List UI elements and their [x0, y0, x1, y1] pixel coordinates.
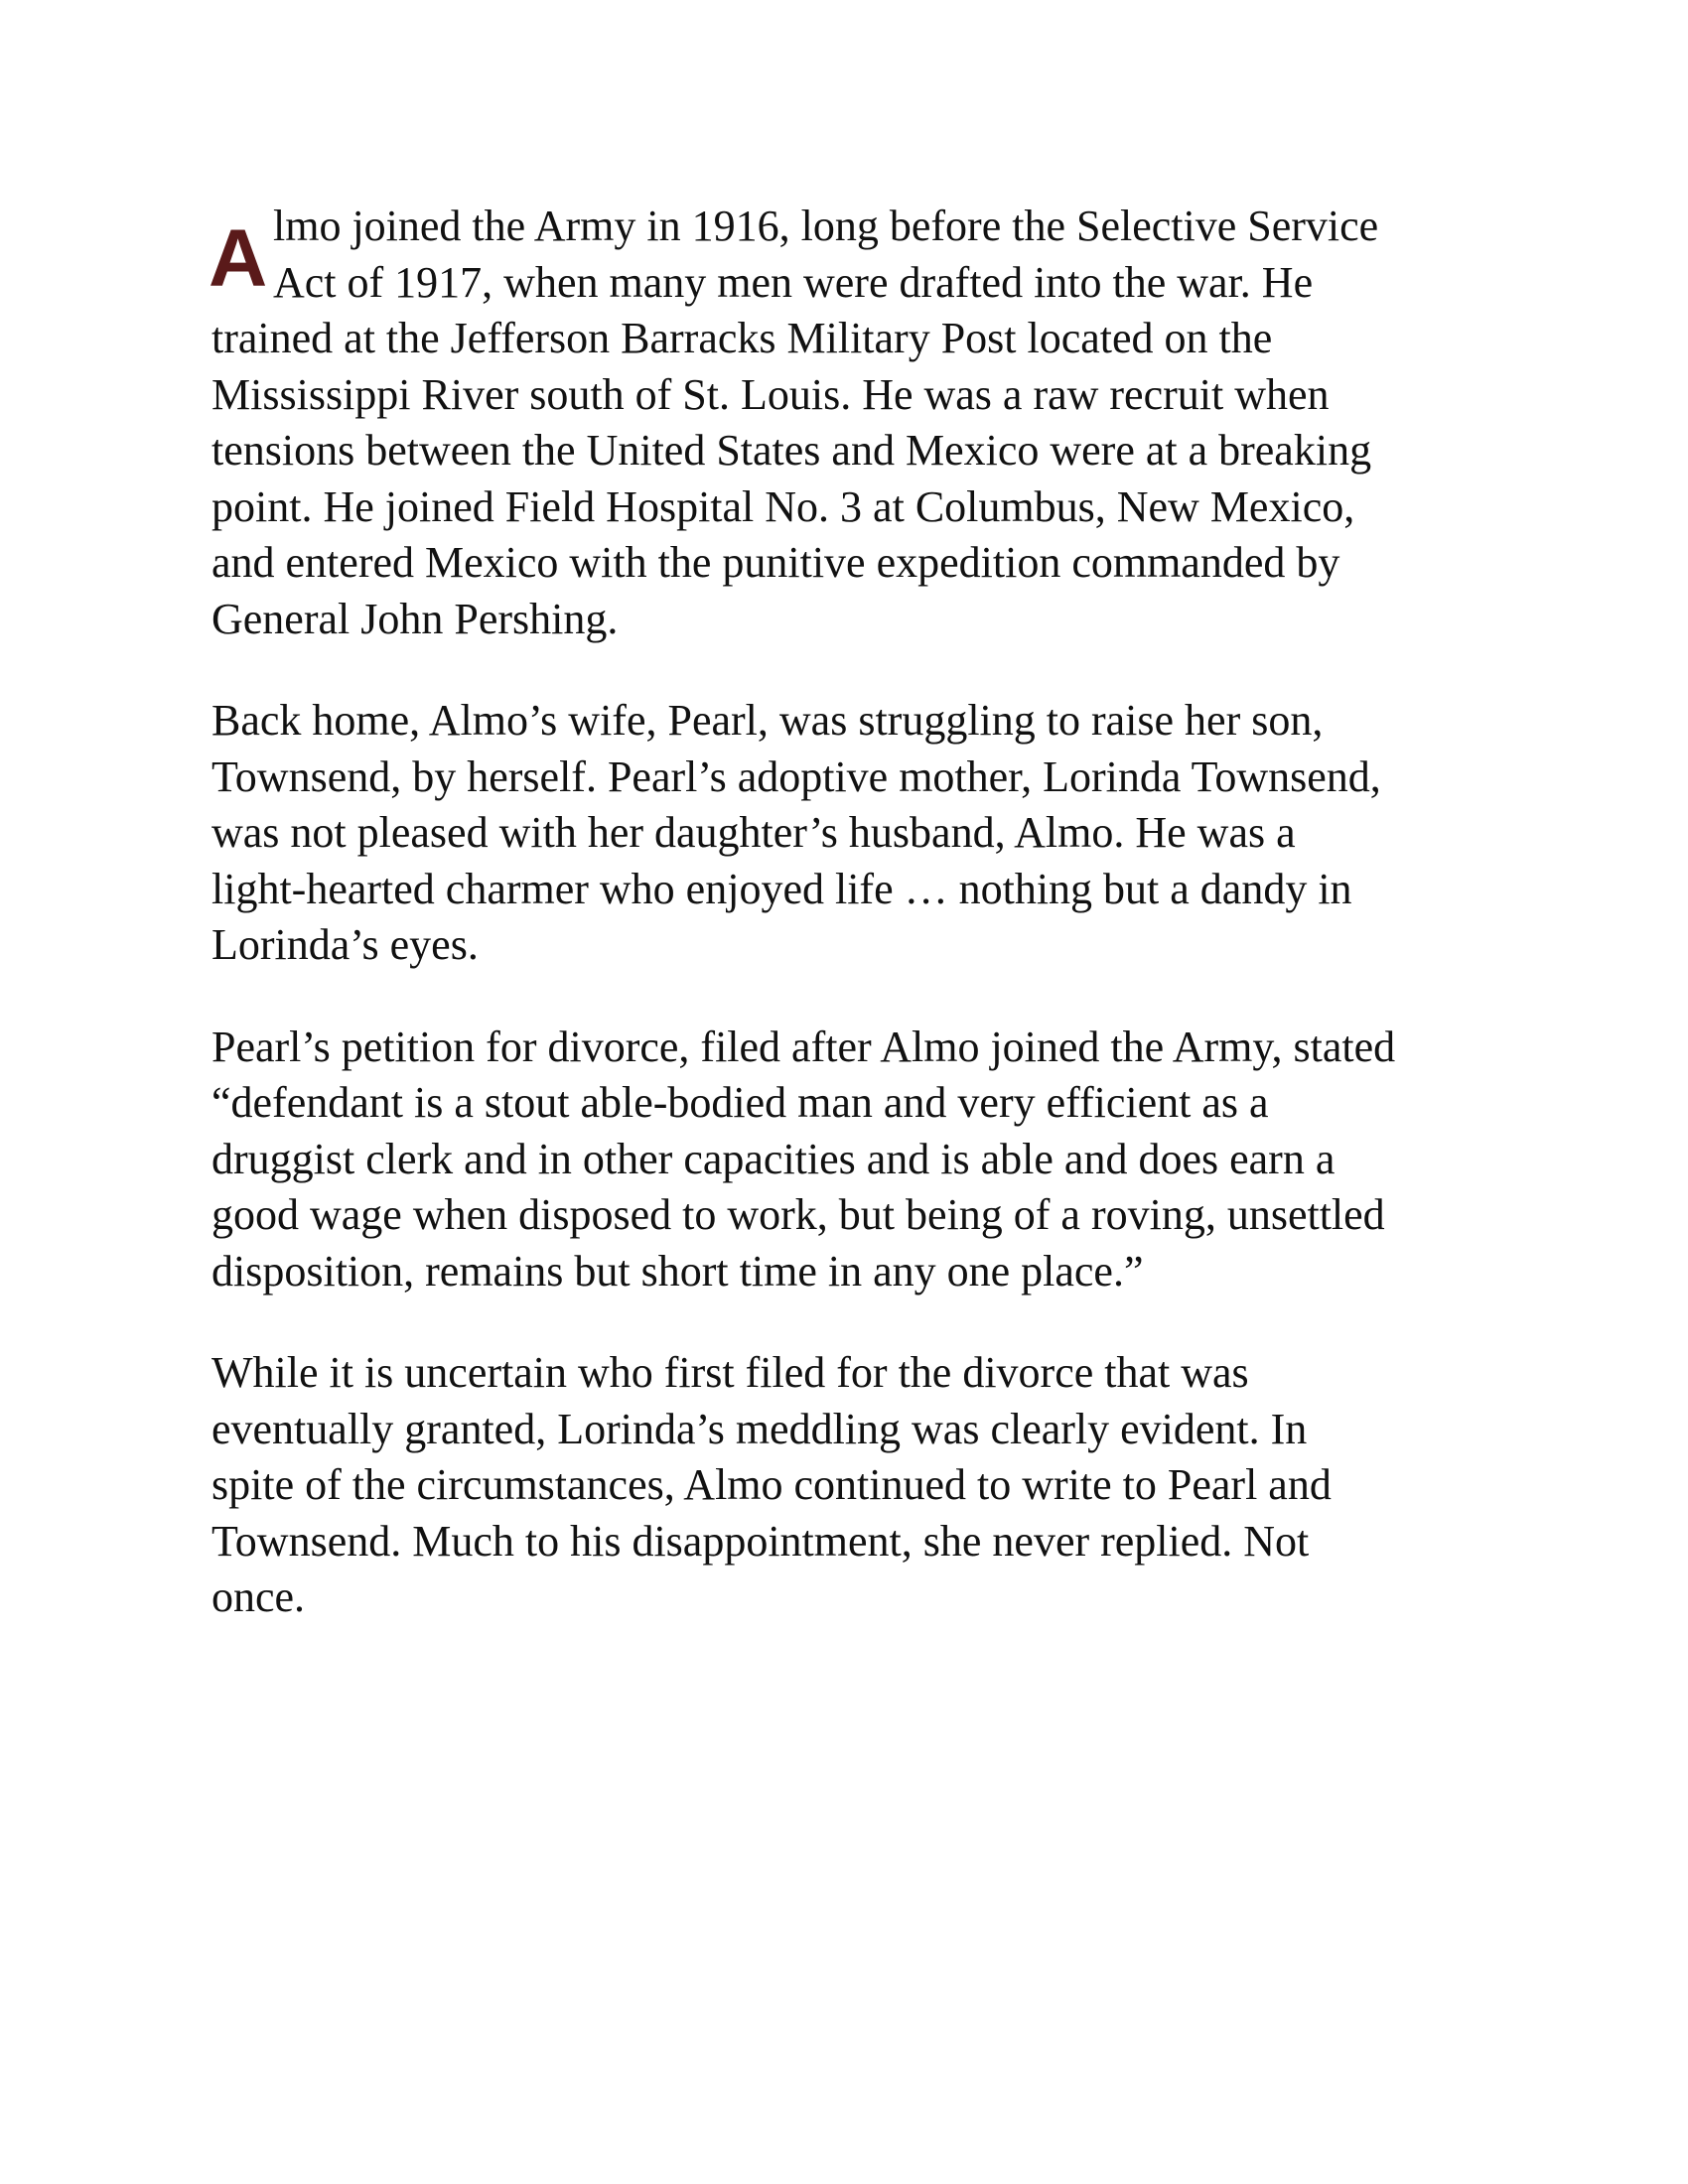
paragraph-line: and entered Mexico with the punitive expedition commanded by: [211, 538, 1340, 587]
body-text: [211, 199, 1492, 1672]
paragraph-2: [211, 693, 1492, 974]
paragraph-line: once.: [211, 1572, 306, 1621]
paragraph-1: [211, 199, 1492, 647]
paragraph-line: Townsend. Much to his disappointment, she never replied. Not: [211, 1516, 1310, 1566]
paragraph-line: Pearl’s petition for divorce, filed after Almo joined the Army, stated: [211, 1022, 1396, 1071]
paragraph-line: Townsend, by herself. Pearl’s adoptive mother, Lorinda Townsend,: [211, 751, 1381, 801]
paragraph-line: disposition, remains but short time in any one place.”: [211, 1246, 1144, 1296]
paragraph-line: tensions between the United States and Mexico were at a breaking: [211, 426, 1372, 475]
paragraph-line: point. He joined Field Hospital No. 3 at Columbus, New Mexico,: [211, 481, 1355, 531]
paragraph-line: light-hearted charmer who enjoyed life … nothing but a dandy in: [211, 864, 1352, 913]
paragraph-line: Mississippi River south of St. Louis. He was a raw recruit when: [211, 369, 1330, 419]
paragraph-line: “defendant is a stout able-bodied man and very efficient as a: [211, 1078, 1269, 1127]
paragraph-line: Act of 1917, when many men were drafted into the war. He: [273, 257, 1314, 307]
paragraph-line: was not pleased with her daughter’s husband, Almo. He was a: [211, 808, 1296, 857]
drop-cap: A: [209, 213, 268, 304]
paragraph-line: General John Pershing.: [211, 594, 619, 643]
paragraph-3: [211, 1020, 1492, 1300]
paragraph-line: Lorinda’s eyes.: [211, 920, 479, 969]
paragraph-line: Back home, Almo’s wife, Pearl, was struggling to raise her son,: [211, 696, 1324, 745]
paragraph-line: trained at the Jefferson Barracks Military Post located on the: [211, 314, 1273, 362]
paragraph-line: spite of the circumstances, Almo continued to write to Pearl and: [211, 1460, 1332, 1509]
paragraph-line: druggist clerk and in other capacities and is able and does earn a: [211, 1134, 1336, 1183]
paragraph-line: lmo joined the Army in 1916, long before the Selective Service: [273, 202, 1379, 250]
paragraph-line: good wage when disposed to work, but being of a roving, unsettled: [211, 1190, 1385, 1239]
paragraph-line: eventually granted, Lorinda’s meddling was clearly evident. In: [211, 1404, 1308, 1453]
paragraph-line: While it is uncertain who first filed for the divorce that was: [211, 1348, 1249, 1397]
paragraph-4: [211, 1345, 1492, 1626]
